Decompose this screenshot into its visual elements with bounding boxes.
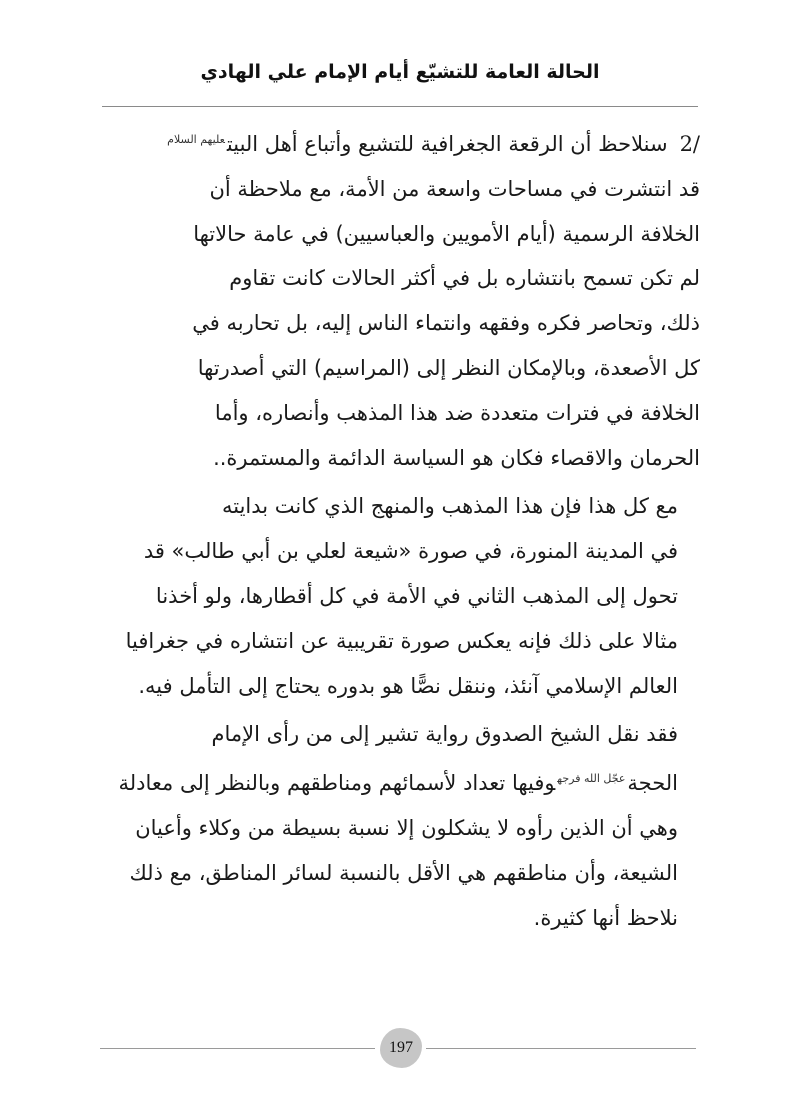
paragraph-3 [100, 712, 700, 940]
text-line: مثالا على ذلك فإنه يعكس صورة تقريبية عن انتشاره في جغرافيا [125, 628, 678, 653]
text-line: نلاحظ أنها كثيرة. [533, 905, 678, 930]
page-number: 197 [389, 1039, 413, 1056]
text-line: وهي أن الذين رأوه لا يشكلون إلا نسبة بسيطة من وكلاء وأعيان [135, 815, 678, 840]
text-line: 2/سنلاحظ أن الرقعة الجغرافية للتشيع وأتباع أهل البيت$^{عليهم السلام}$ [100, 118, 700, 167]
text-line: لم تكن تسمح بانتشاره بل في أكثر الحالات كانت تقاوم [229, 266, 700, 291]
body-text [100, 118, 700, 940]
footer-divider-right [426, 1048, 696, 1049]
footer-divider-left [100, 1048, 375, 1049]
text-line: الحرمان والاقصاء فكان هو السياسة الدائمة والمستمرة.. [213, 445, 700, 470]
page-number-badge [380, 1028, 422, 1068]
text-line: مع كل هذا فإن هذا المذهب والمنهج الذي كانت بدايته [221, 494, 678, 519]
paragraph-numbered-2 [100, 118, 700, 480]
text-line: الخلافة الرسمية (أيام الأمويين والعباسيين) في عامة حالاتها [193, 221, 700, 246]
point-number: 2/ [679, 132, 700, 156]
running-header-title: الحالة العامة للتشيّع أيام الإمام علي الهادي [200, 61, 600, 83]
text-line: تحول إلى المذهب الثاني في الأمة في كل أقطارها، ولو أخذنا [155, 583, 678, 608]
text-line: في المدينة المنورة، في صورة «شيعة لعلي بن أبي طالب» قد [143, 539, 678, 564]
text-line: كل الأصعدة، وبالإمكان النظر إلى (المراسيم) التي أصدرتها [197, 355, 700, 380]
honorific-icon: عجّل الله فرجه [557, 772, 626, 786]
text-line: فقد نقل الشيخ الصدوق رواية تشير إلى من رأى الإمام [211, 722, 678, 747]
text-line: الحجة$^{عجّل الله فرجه}$وفيها تعداد لأسمائهم ومناطقهم وبالنظر إلى معادلة [118, 771, 678, 796]
honorific-icon: عليهم السلام [167, 133, 225, 146]
paragraph-2 [100, 484, 700, 708]
text-line: الشيعة، وأن مناطقهم هي الأقل بالنسبة لسائر المناطق، مع ذلك [129, 860, 678, 885]
text-line: قد انتشرت في مساحات واسعة من الأمة، مع ملاحظة أن [209, 176, 700, 201]
text-line: الخلافة في فترات متعددة ضد هذا المذهب وأنصاره، وأما [214, 400, 700, 425]
text-line: العالم الإسلامي آنئذ، وننقل نصًّا هو بدوره يحتاج إلى التأمل فيه. [138, 673, 678, 698]
text-line: ذلك، وتحاصر فكره وفقهه وانتماء الناس إليه، بل تحاربه في [192, 311, 700, 336]
header-divider [102, 106, 698, 107]
